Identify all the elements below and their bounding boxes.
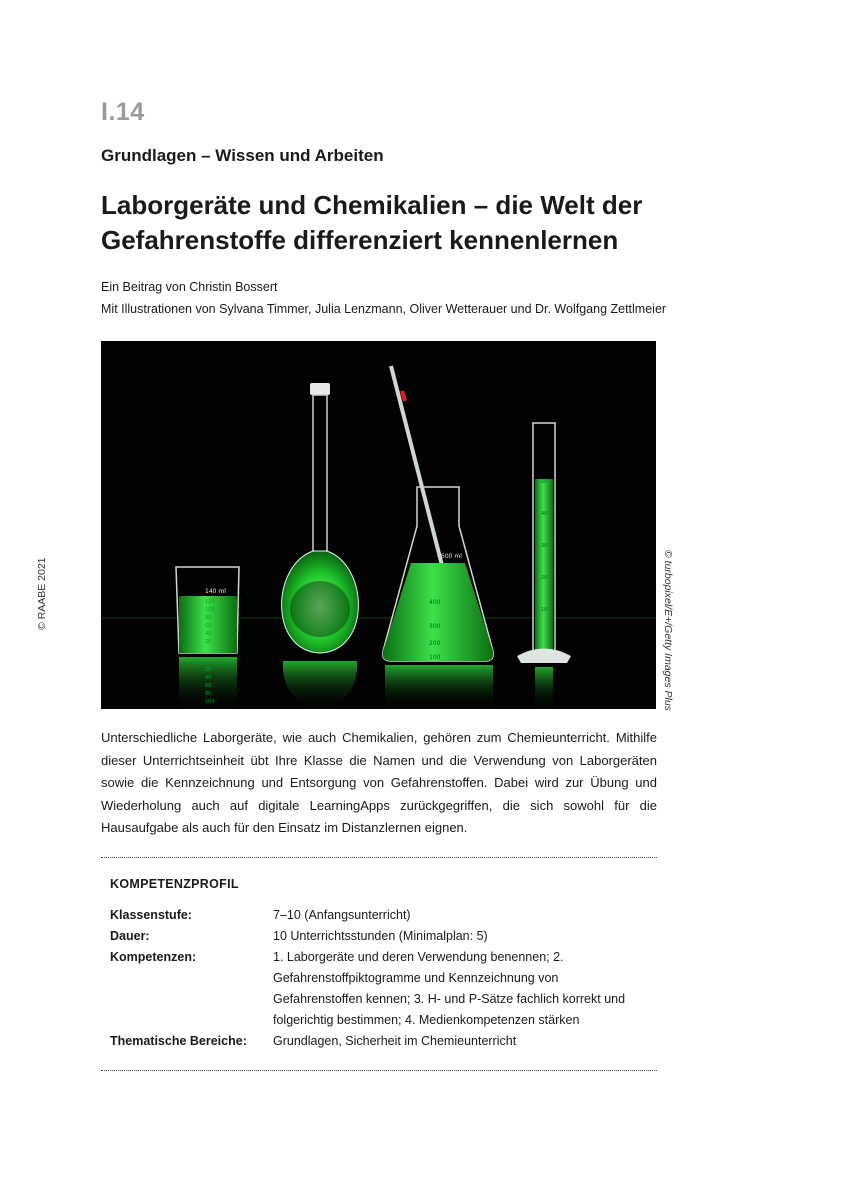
beaker-mark-60: 60 <box>205 623 212 629</box>
copyright-note: © RAABE 2021 <box>36 557 48 630</box>
cylinder-mark-20: 20 <box>541 575 548 581</box>
erlenmeyer-mark-200: 200 <box>429 640 441 647</box>
erlenmeyer-mark-300: 300 <box>429 623 441 630</box>
beaker-mark-100: 100 <box>205 607 215 613</box>
divider-top <box>101 857 657 858</box>
cylinder-mark-10: 10 <box>541 607 548 613</box>
beaker-top-label: 140 ml <box>205 588 226 595</box>
beaker-mark-120: 120 <box>205 599 215 605</box>
competence-profile-heading: KOMPETENZPROFIL <box>110 877 239 891</box>
author-line: Ein Beitrag von Christin Bossert <box>101 280 278 294</box>
erlenmeyer-mark-100: 100 <box>429 654 441 661</box>
photo-credit: © turbopixel/E+/Getty Images Plus <box>662 550 674 711</box>
section-subtitle: Grundlagen – Wissen und Arbeiten <box>101 146 384 165</box>
erlenmeyer-mark-400: 400 <box>429 599 441 606</box>
beaker-mark-80: 80 <box>205 615 212 621</box>
profile-value: Grundlagen, Sicherheit im Chemieunterricht <box>273 1034 517 1048</box>
profile-label: Dauer: <box>110 929 150 943</box>
beaker-reflection-mark-60: 60 <box>205 683 212 689</box>
erlenmeyer-top-label: 500 ml <box>441 553 462 560</box>
cylinder-mark-40: 40 <box>541 511 548 517</box>
divider-bottom <box>101 1070 657 1071</box>
beaker-reflection-mark-40: 40 <box>205 675 212 681</box>
profile-value: 10 Unterrichtsstunden (Minimalplan: 5) <box>273 929 488 943</box>
beaker-reflection-mark-100: 100 <box>205 699 215 705</box>
document-title: Laborgeräte und Chemikalien – die Welt der Gefahrenstoffe differenziert kennenlernen <box>101 190 643 255</box>
illustrations-line: Mit Illustrationen von Sylvana Timmer, Julia Lenzmann, Oliver Wetterauer und Dr. Wolfgang Zettlmeier <box>101 302 667 316</box>
cylinder-mark-50: 50 <box>541 479 548 485</box>
profile-label: Klassenstufe: <box>110 908 192 922</box>
intro-paragraph: Unterschiedliche Laborgeräte, wie auch Chemikalien, gehören zum Chemieunterricht. Mithilfe dieser Unterrichtseinheit übt Ihre Klasse die Namen und die Verwendung von Laborgeräten sowie die Kennzeichnung und Entsorgung von Gefahrenstoffen. Dabei wird zur Übung und Wiederholung auch auf digitale LearningApps zurückgegriffen, die sich sowohl für die Hausaufgabe als auch für den Einsatz im Distanzlernen eignen. <box>101 730 657 835</box>
profile-label: Thematische Bereiche: <box>110 1034 247 1048</box>
profile-label: Kompetenzen: <box>110 950 197 964</box>
profile-value: 1. Laborgeräte und deren Verwendung benennen; 2. Gefahrenstoffpiktogramme und Kennzeichnung von Gefahrenstoffen kennen; 3. H- und P-Sätze fachlich korrekt und folgerichtig bestimmen; 4. Medienkompetenzen stärken <box>273 950 626 1027</box>
beaker-reflection-mark-80: 80 <box>205 691 212 697</box>
profile-value: 7–10 (Anfangsunterricht) <box>273 908 411 922</box>
cylinder-mark-30: 30 <box>541 543 548 549</box>
beaker-mark-40: 40 <box>205 631 212 637</box>
beaker-mark-20: 20 <box>205 639 212 645</box>
lab-glassware-photo <box>101 341 656 709</box>
chapter-number: I.14 <box>101 98 145 126</box>
beaker-reflection-mark-20: 20 <box>205 667 212 673</box>
